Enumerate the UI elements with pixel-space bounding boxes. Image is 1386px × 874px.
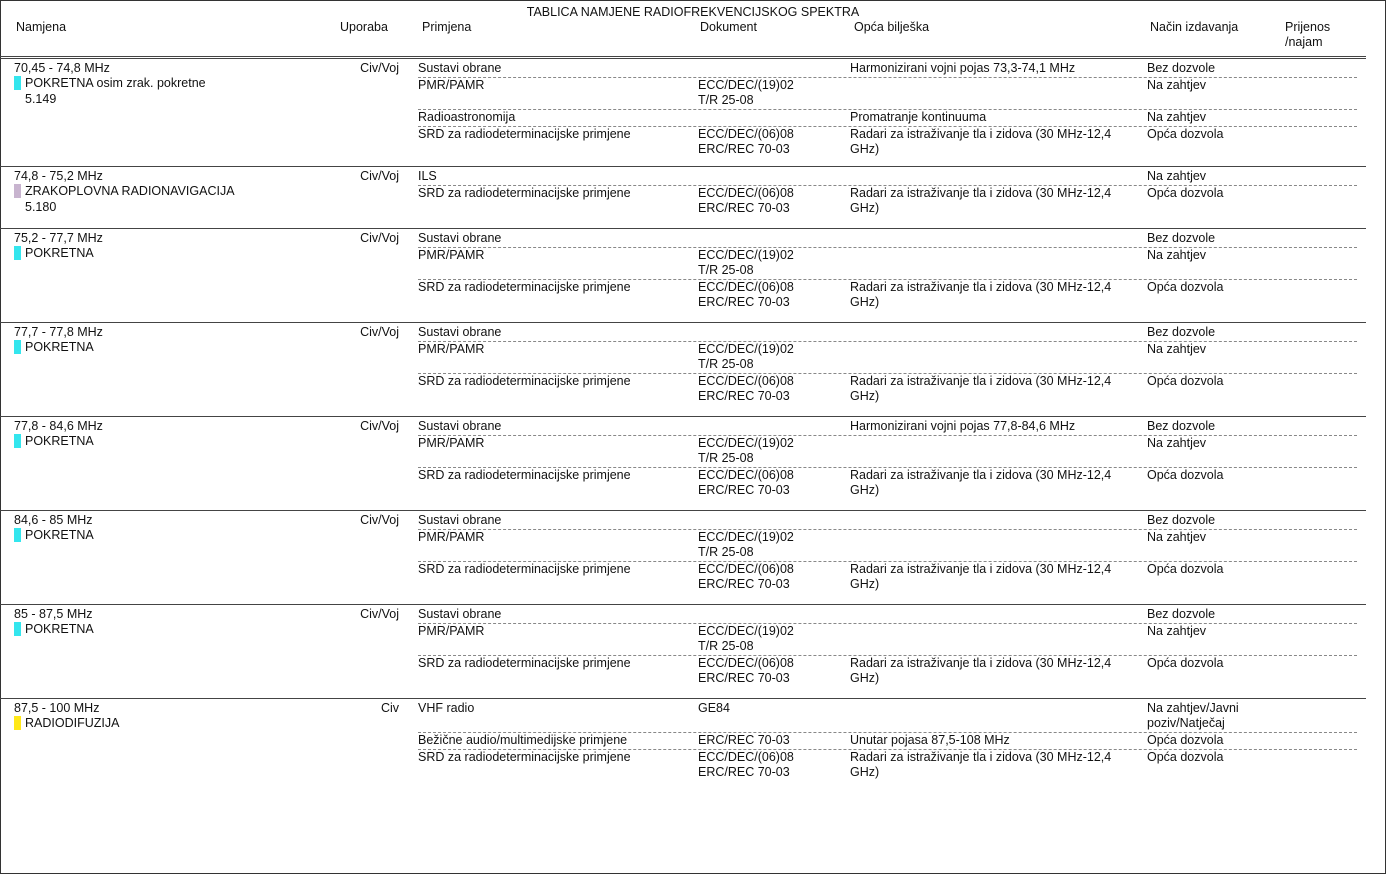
- application-row: [418, 436, 1357, 468]
- application-row: [418, 607, 1357, 624]
- band-service: [14, 76, 206, 91]
- issuance-method: [1147, 468, 1277, 483]
- issuance-method-line: Na zahtjev: [1147, 530, 1207, 544]
- issuance-method-line: poziv/Natječaj: [1147, 716, 1225, 730]
- service-color-swatch: [14, 184, 21, 198]
- issuance-method: [1147, 169, 1277, 184]
- application-rows: [418, 513, 1357, 593]
- band-service: [14, 716, 119, 731]
- document-line: ERC/REC 70-03: [698, 733, 790, 747]
- application-name: SRD za radiodeterminacijske primjene: [418, 186, 631, 200]
- application-name: PMR/PAMR: [418, 436, 485, 450]
- application-name: VHF radio: [418, 701, 475, 715]
- application-name: PMR/PAMR: [418, 530, 485, 544]
- document-line: T/R 25-08: [698, 263, 754, 277]
- frequency-band: [0, 58, 1366, 156]
- application-row: [418, 513, 1357, 530]
- issuance-method-line: Na zahtjev: [1147, 436, 1207, 450]
- header-nacin-izdavanja: Način izdavanja: [1150, 20, 1239, 34]
- application-row: [418, 325, 1357, 342]
- issuance-method-line: Na zahtjev: [1147, 78, 1207, 92]
- issuance-method: [1147, 513, 1277, 528]
- application-rows: [418, 169, 1357, 217]
- band-service: [14, 340, 94, 355]
- frequency-band: [0, 698, 1366, 779]
- document-line: ERC/REC 70-03: [698, 201, 790, 215]
- service-label: POKRETNA: [25, 246, 94, 260]
- document-line: ERC/REC 70-03: [698, 483, 790, 497]
- service-label: ZRAKOPLOVNA RADIONAVIGACIJA: [25, 184, 235, 198]
- general-note: [850, 280, 1147, 310]
- general-note: [850, 733, 1147, 748]
- service-color-swatch: [14, 246, 21, 260]
- issuance-method: [1147, 562, 1277, 577]
- header-uporaba: Uporaba: [340, 20, 388, 34]
- application-name: PMR/PAMR: [418, 342, 485, 356]
- header-prijenos: [1285, 20, 1330, 50]
- frequency-band: [0, 322, 1366, 403]
- issuance-method: [1147, 325, 1277, 340]
- general-note-line: GHz): [850, 483, 880, 497]
- band-frequency: 84,6 - 85 MHz: [14, 513, 93, 527]
- service-label: POKRETNA: [25, 622, 94, 636]
- frequency-band: [0, 604, 1366, 685]
- general-note-line: GHz): [850, 765, 880, 779]
- application-rows: [418, 231, 1357, 311]
- application-row: [418, 374, 1357, 405]
- general-note-line: GHz): [850, 389, 880, 403]
- issuance-method: [1147, 624, 1277, 639]
- general-note: [850, 419, 1147, 434]
- general-note: [850, 61, 1147, 76]
- band-usage: Civ: [380, 701, 399, 715]
- application-row: [418, 280, 1357, 311]
- general-note-line: GHz): [850, 671, 880, 685]
- application-name: Radioastronomija: [418, 110, 516, 124]
- document: [698, 468, 850, 498]
- general-note-line: GHz): [850, 577, 880, 591]
- application-name: SRD za radiodeterminacijske primjene: [418, 562, 631, 576]
- application-row: [418, 248, 1357, 280]
- general-note-line: Harmonizirani vojni pojas 77,8-84,6 MHz: [850, 419, 1076, 433]
- application-name: SRD za radiodeterminacijske primjene: [418, 656, 631, 670]
- issuance-method: [1147, 419, 1277, 434]
- band-usage: Civ/Voj: [360, 169, 399, 183]
- application-name: PMR/PAMR: [418, 248, 485, 262]
- issuance-method-line: Opća dozvola: [1147, 562, 1224, 576]
- header-rule: [0, 56, 1366, 57]
- service-color-swatch: [14, 340, 21, 354]
- issuance-method: [1147, 186, 1277, 201]
- service-color-swatch: [14, 716, 21, 730]
- band-service: [14, 622, 94, 637]
- band-service: [14, 434, 94, 449]
- service-label: POKRETNA: [25, 340, 94, 354]
- general-note: [850, 562, 1147, 592]
- general-note-line: GHz): [850, 142, 880, 156]
- band-usage: Civ/Voj: [360, 513, 399, 527]
- service-label: POKRETNA osim zrak. pokretne: [25, 76, 206, 90]
- issuance-method: [1147, 231, 1277, 246]
- general-note-line: Radari za istraživanje tla i zidova (30 MHz-12,4: [850, 280, 1112, 294]
- issuance-method: [1147, 61, 1277, 76]
- document: [698, 624, 850, 654]
- issuance-method-line: Bez dozvole: [1147, 231, 1216, 245]
- band-usage: Civ/Voj: [360, 61, 399, 75]
- band-footnote: 5.149: [25, 92, 57, 106]
- issuance-method: [1147, 110, 1277, 125]
- band-service: [14, 246, 94, 261]
- band-frequency: 70,45 - 74,8 MHz: [14, 61, 110, 75]
- application-rows: [418, 607, 1357, 687]
- general-note: [850, 374, 1147, 404]
- issuance-method-line: Bez dozvole: [1147, 513, 1216, 527]
- document: [698, 701, 850, 716]
- application-row: [418, 78, 1357, 110]
- band-service: [14, 184, 235, 199]
- application-name: Sustavi obrane: [418, 325, 502, 339]
- application-row: [418, 342, 1357, 374]
- issuance-method-line: Opća dozvola: [1147, 127, 1224, 141]
- frequency-band: [0, 510, 1366, 591]
- document-line: ERC/REC 70-03: [698, 577, 790, 591]
- general-note: [850, 186, 1147, 216]
- general-note: [850, 468, 1147, 498]
- header-opca-biljeska: Opća bilješka: [854, 20, 930, 34]
- issuance-method-line: Na zahtjev: [1147, 624, 1207, 638]
- issuance-method-line: Opća dozvola: [1147, 374, 1224, 388]
- application-row: [418, 110, 1357, 127]
- band-frequency: 74,8 - 75,2 MHz: [14, 169, 103, 183]
- document-line: T/R 25-08: [698, 639, 754, 653]
- general-note-line: Radari za istraživanje tla i zidova (30 MHz-12,4: [850, 468, 1112, 482]
- issuance-method: [1147, 656, 1277, 671]
- general-note-line: GHz): [850, 295, 880, 309]
- band-frequency: 77,8 - 84,6 MHz: [14, 419, 103, 433]
- issuance-method: [1147, 750, 1277, 765]
- issuance-method: [1147, 248, 1277, 263]
- document-line: ECC/DEC/(19)02: [698, 436, 794, 450]
- document-line: ECC/DEC/(06)08: [698, 280, 794, 294]
- application-row: [418, 701, 1357, 733]
- issuance-method-line: Opća dozvola: [1147, 468, 1224, 482]
- service-label: POKRETNA: [25, 528, 94, 542]
- application-row: [418, 419, 1357, 436]
- application-row: [418, 169, 1357, 186]
- issuance-method-line: Opća dozvola: [1147, 656, 1224, 670]
- application-row: [418, 656, 1357, 687]
- application-name: Sustavi obrane: [418, 607, 502, 621]
- band-frequency: 87,5 - 100 MHz: [14, 701, 100, 715]
- general-note-line: Radari za istraživanje tla i zidova (30 MHz-12,4: [850, 562, 1112, 576]
- application-name: Sustavi obrane: [418, 61, 502, 75]
- application-row: [418, 231, 1357, 248]
- service-color-swatch: [14, 528, 21, 542]
- document-line: ECC/DEC/(06)08: [698, 468, 794, 482]
- document-line: ERC/REC 70-03: [698, 142, 790, 156]
- issuance-method-line: Na zahtjev: [1147, 169, 1207, 183]
- band-service: [14, 528, 94, 543]
- application-name: SRD za radiodeterminacijske primjene: [418, 374, 631, 388]
- general-note: [850, 656, 1147, 686]
- document-line: ECC/DEC/(19)02: [698, 78, 794, 92]
- document-line: ECC/DEC/(06)08: [698, 562, 794, 576]
- application-rows: [418, 61, 1357, 158]
- application-name: SRD za radiodeterminacijske primjene: [418, 750, 631, 764]
- header-namjena: Namjena: [16, 20, 67, 34]
- header-prijenos-line2: /najam: [1285, 35, 1323, 49]
- band-frequency: 75,2 - 77,7 MHz: [14, 231, 103, 245]
- issuance-method-line: Na zahtjev/Javni: [1147, 701, 1239, 715]
- application-row: [418, 127, 1357, 158]
- issuance-method: [1147, 78, 1277, 93]
- issuance-method-line: Na zahtjev: [1147, 342, 1207, 356]
- issuance-method-line: Bez dozvole: [1147, 607, 1216, 621]
- application-row: [418, 733, 1357, 750]
- band-usage: Civ/Voj: [360, 325, 399, 339]
- application-rows: [418, 701, 1357, 781]
- application-name: Bežične audio/multimedijske primjene: [418, 733, 628, 747]
- application-row: [418, 61, 1357, 78]
- application-name: Sustavi obrane: [418, 419, 502, 433]
- issuance-method-line: Opća dozvola: [1147, 186, 1224, 200]
- band-usage: Civ/Voj: [360, 231, 399, 245]
- document-line: ECC/DEC/(19)02: [698, 342, 794, 356]
- band-frequency: 77,7 - 77,8 MHz: [14, 325, 103, 339]
- application-name: Sustavi obrane: [418, 513, 502, 527]
- document: [698, 656, 850, 686]
- frequency-band: [0, 166, 1366, 215]
- service-color-swatch: [14, 76, 21, 90]
- band-usage: Civ/Voj: [360, 607, 399, 621]
- issuance-method-line: Na zahtjev: [1147, 248, 1207, 262]
- band-frequency: 85 - 87,5 MHz: [14, 607, 93, 621]
- document-line: ERC/REC 70-03: [698, 295, 790, 309]
- general-note-line: Unutar pojasa 87,5-108 MHz: [850, 733, 1010, 747]
- application-row: [418, 468, 1357, 499]
- document: [698, 78, 850, 108]
- document: [698, 342, 850, 372]
- document: [698, 733, 850, 748]
- document: [698, 530, 850, 560]
- application-name: SRD za radiodeterminacijske primjene: [418, 468, 631, 482]
- service-color-swatch: [14, 622, 21, 636]
- issuance-method: [1147, 127, 1277, 142]
- document: [698, 186, 850, 216]
- issuance-method: [1147, 530, 1277, 545]
- issuance-method: [1147, 733, 1277, 748]
- service-label: POKRETNA: [25, 434, 94, 448]
- issuance-method-line: Opća dozvola: [1147, 733, 1224, 747]
- issuance-method-line: Bez dozvole: [1147, 325, 1216, 339]
- application-rows: [418, 325, 1357, 405]
- document: [698, 562, 850, 592]
- document-line: ERC/REC 70-03: [698, 671, 790, 685]
- document: [698, 750, 850, 780]
- application-row: [418, 530, 1357, 562]
- document-line: ECC/DEC/(06)08: [698, 656, 794, 670]
- header-primjena: Primjena: [422, 20, 472, 34]
- issuance-method-line: Bez dozvole: [1147, 61, 1216, 75]
- general-note-line: Radari za istraživanje tla i zidova (30 MHz-12,4: [850, 127, 1112, 141]
- service-label: RADIODIFUZIJA: [25, 716, 120, 730]
- general-note-line: Radari za istraživanje tla i zidova (30 MHz-12,4: [850, 750, 1112, 764]
- document: [698, 248, 850, 278]
- document-line: ECC/DEC/(19)02: [698, 530, 794, 544]
- document-line: ECC/DEC/(06)08: [698, 186, 794, 200]
- general-note-line: Radari za istraživanje tla i zidova (30 MHz-12,4: [850, 374, 1112, 388]
- application-row: [418, 186, 1357, 217]
- document-line: ECC/DEC/(06)08: [698, 750, 794, 764]
- general-note-line: Harmonizirani vojni pojas 73,3-74,1 MHz: [850, 61, 1076, 75]
- document-line: T/R 25-08: [698, 545, 754, 559]
- issuance-method: [1147, 342, 1277, 357]
- issuance-method: [1147, 701, 1277, 731]
- document: [698, 280, 850, 310]
- document-line: ECC/DEC/(19)02: [698, 624, 794, 638]
- document-line: T/R 25-08: [698, 93, 754, 107]
- issuance-method-line: Opća dozvola: [1147, 750, 1224, 764]
- document-line: T/R 25-08: [698, 451, 754, 465]
- application-row: [418, 624, 1357, 656]
- document: [698, 127, 850, 157]
- issuance-method: [1147, 436, 1277, 451]
- application-row: [418, 750, 1357, 781]
- page-title: TABLICA NAMJENE RADIOFREKVENCIJSKOG SPEKTRA: [526, 5, 860, 19]
- frequency-band: [0, 416, 1366, 497]
- document-line: ECC/DEC/(06)08: [698, 127, 794, 141]
- document-line: GE84: [698, 701, 730, 715]
- application-name: PMR/PAMR: [418, 78, 485, 92]
- application-rows: [418, 419, 1357, 499]
- document-line: ECC/DEC/(06)08: [698, 374, 794, 388]
- general-note: [850, 127, 1147, 157]
- application-name: SRD za radiodeterminacijske primjene: [418, 127, 631, 141]
- general-note-line: GHz): [850, 201, 880, 215]
- issuance-method-line: Opća dozvola: [1147, 280, 1224, 294]
- issuance-method-line: Na zahtjev: [1147, 110, 1207, 124]
- document-line: T/R 25-08: [698, 357, 754, 371]
- general-note-line: Promatranje kontinuuma: [850, 110, 987, 124]
- application-row: [418, 562, 1357, 593]
- general-note: [850, 750, 1147, 780]
- general-note-line: Radari za istraživanje tla i zidova (30 MHz-12,4: [850, 656, 1112, 670]
- issuance-method-line: Bez dozvole: [1147, 419, 1216, 433]
- band-usage: Civ/Voj: [360, 419, 399, 433]
- document-line: ERC/REC 70-03: [698, 389, 790, 403]
- application-name: SRD za radiodeterminacijske primjene: [418, 280, 631, 294]
- issuance-method: [1147, 607, 1277, 622]
- header-dokument: Dokument: [700, 20, 757, 34]
- document: [698, 374, 850, 404]
- document-line: ERC/REC 70-03: [698, 765, 790, 779]
- header-prijenos-line1: Prijenos: [1285, 20, 1331, 34]
- issuance-method: [1147, 374, 1277, 389]
- document: [698, 436, 850, 466]
- frequency-band: [0, 228, 1366, 309]
- general-note-line: Radari za istraživanje tla i zidova (30 MHz-12,4: [850, 186, 1112, 200]
- application-name: PMR/PAMR: [418, 624, 485, 638]
- document-line: ECC/DEC/(19)02: [698, 248, 794, 262]
- application-name: ILS: [418, 169, 437, 183]
- issuance-method: [1147, 280, 1277, 295]
- service-color-swatch: [14, 434, 21, 448]
- general-note: [850, 110, 1147, 125]
- band-footnote: 5.180: [25, 200, 57, 214]
- application-name: Sustavi obrane: [418, 231, 502, 245]
